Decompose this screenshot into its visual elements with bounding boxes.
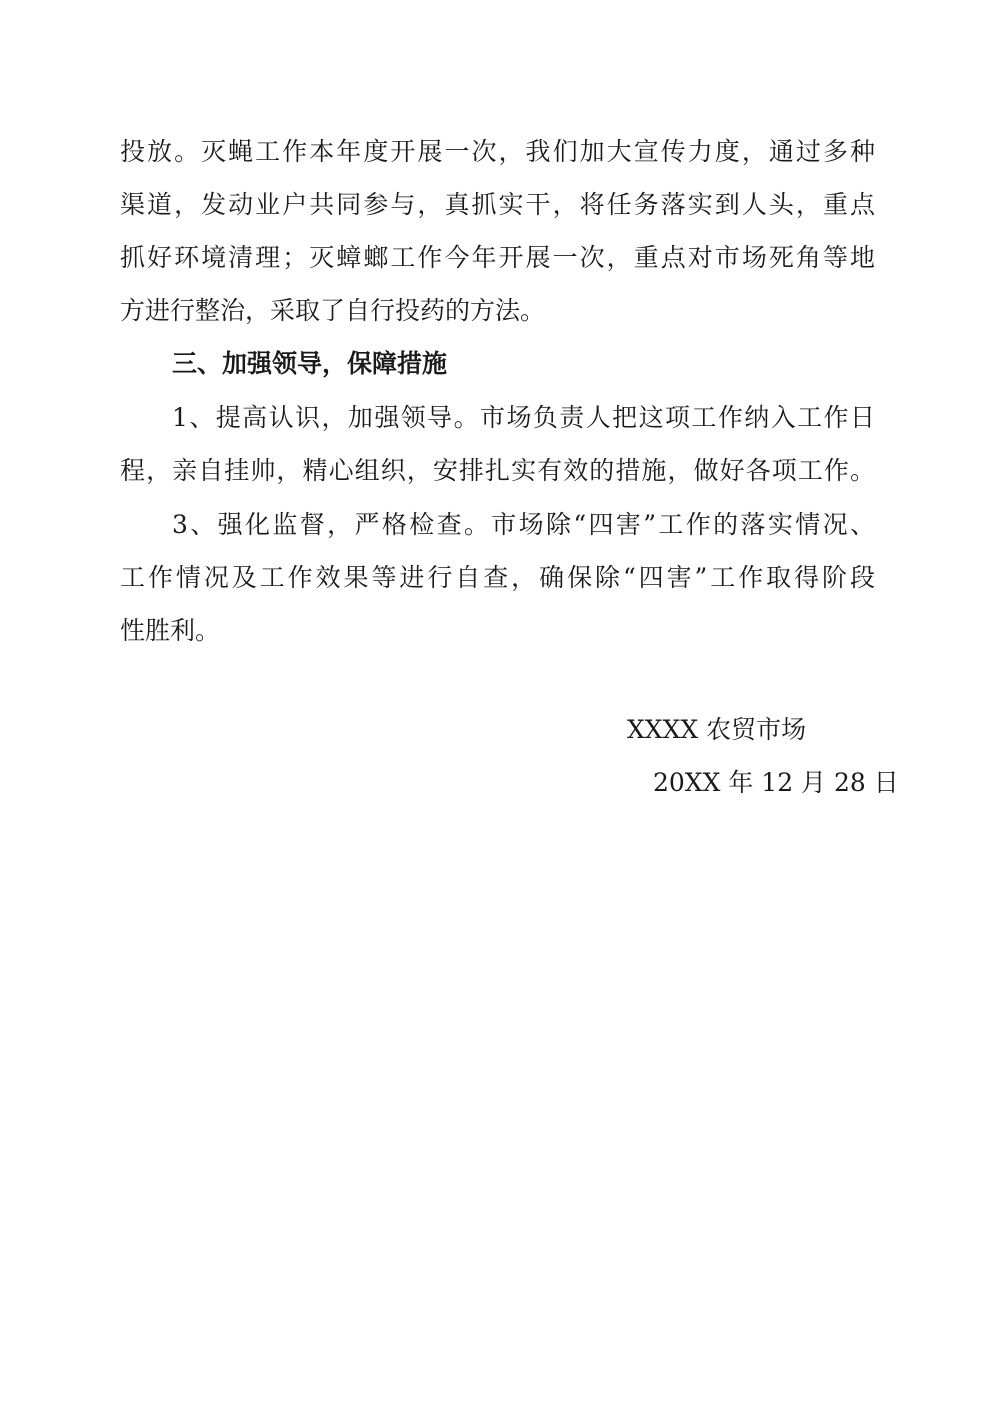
paragraph-line: 投放。灭蝇工作本年度开展一次，我们加大宣传力度，通过多种 [120,137,875,166]
paragraph-line: 渠道，发动业户共同参与，真抓实干，将任务落实到人头，重点 [120,190,875,219]
item-3-line: 性胜利。 [120,616,221,645]
item-3-line: 3、强化监督，严格检查。市场除“四害”工作的落实情况、 [172,510,875,539]
paragraph-line: 抓好环境清理；灭蟑螂工作今年开展一次，重点对市场死角等地 [120,243,875,272]
section-heading: 三、加强领导，保障措施 [172,349,448,378]
paragraph-line: 方进行整治，采取了自行投药的方法。 [120,296,546,325]
item-1-line: 程，亲自挂帅，精心组织，安排扎实有效的措施，做好各项工作。 [120,456,875,485]
item-3-line: 工作情况及工作效果等进行自查，确保除“四害”工作取得阶段 [120,563,875,592]
signature-organization: XXXX 农贸市场 [627,715,807,744]
item-1-line: 1、提高认识，加强领导。市场负责人把这项工作纳入工作日 [172,403,875,432]
signature-date: 20XX 年 12 月 28 日 [653,768,899,797]
